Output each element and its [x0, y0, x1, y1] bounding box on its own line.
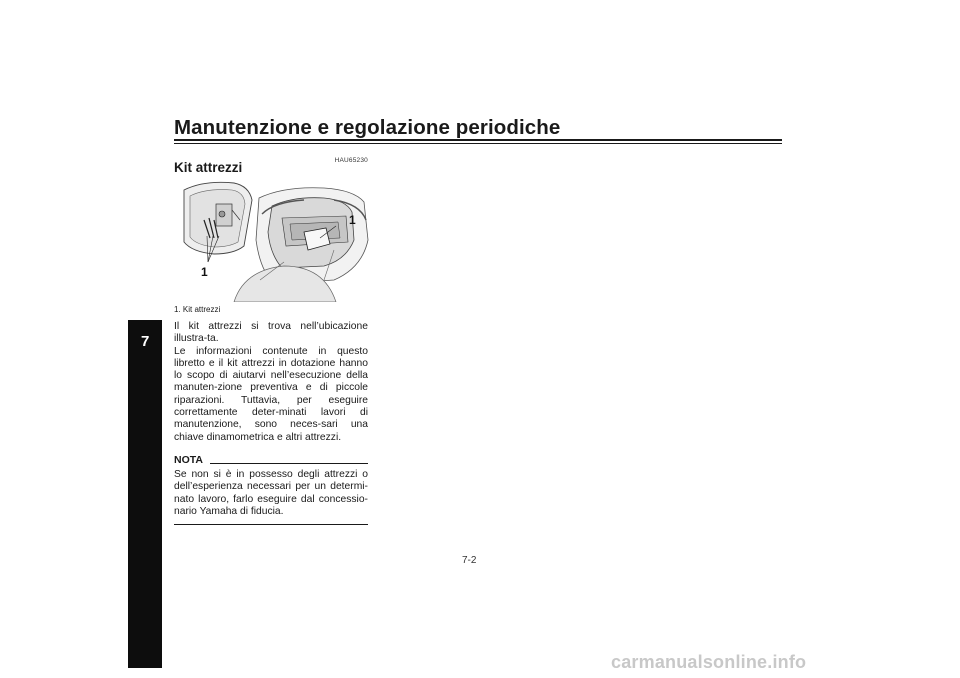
chapter-tab-number: 7: [141, 333, 150, 350]
tool-kit-illustration: [174, 180, 369, 302]
page-header-title: Manutenzione e regolazione periodiche: [174, 116, 561, 139]
note-label: NOTA: [174, 454, 203, 466]
body-text: [174, 321, 368, 444]
figure-caption: 1. Kit attrezzi: [174, 305, 221, 314]
note-rule-bottom: [174, 524, 368, 525]
body-paragraph: Il kit attrezzi si trova nell’ubicazione illustra-ta.: [174, 321, 368, 345]
header-rule-thin: [174, 143, 782, 144]
page-number: 7-2: [462, 555, 477, 566]
watermark: carmanualsonline.info: [611, 652, 807, 672]
callout-left: 1: [201, 265, 208, 279]
section-ref-code: HAU65230: [334, 157, 368, 164]
header-rule-thick: [174, 139, 782, 141]
body-paragraph: Le informazioni contenute in questo libretto e il kit attrezzi in dotazione hanno lo scopo di aiutarvi nell’esecuzione della manuten-zione preventiva e di piccole riparazioni. Tuttavia, per eseguire correttamente deter-minati lavori di manutenzione, sono neces-sari una chiave dinamometrica e altri attrezzi.: [174, 345, 368, 443]
chapter-tab: [128, 320, 162, 668]
callout-right: 1: [349, 213, 356, 227]
note-rule-top: [210, 463, 368, 464]
note-text: Se non si è in possesso degli attrezzi o dell’esperienza necessari per un determi-nato lavoro, farlo eseguire dal concessio-nario Yamaha di fiducia.: [174, 469, 368, 517]
section-title: Kit attrezzi: [174, 160, 243, 175]
